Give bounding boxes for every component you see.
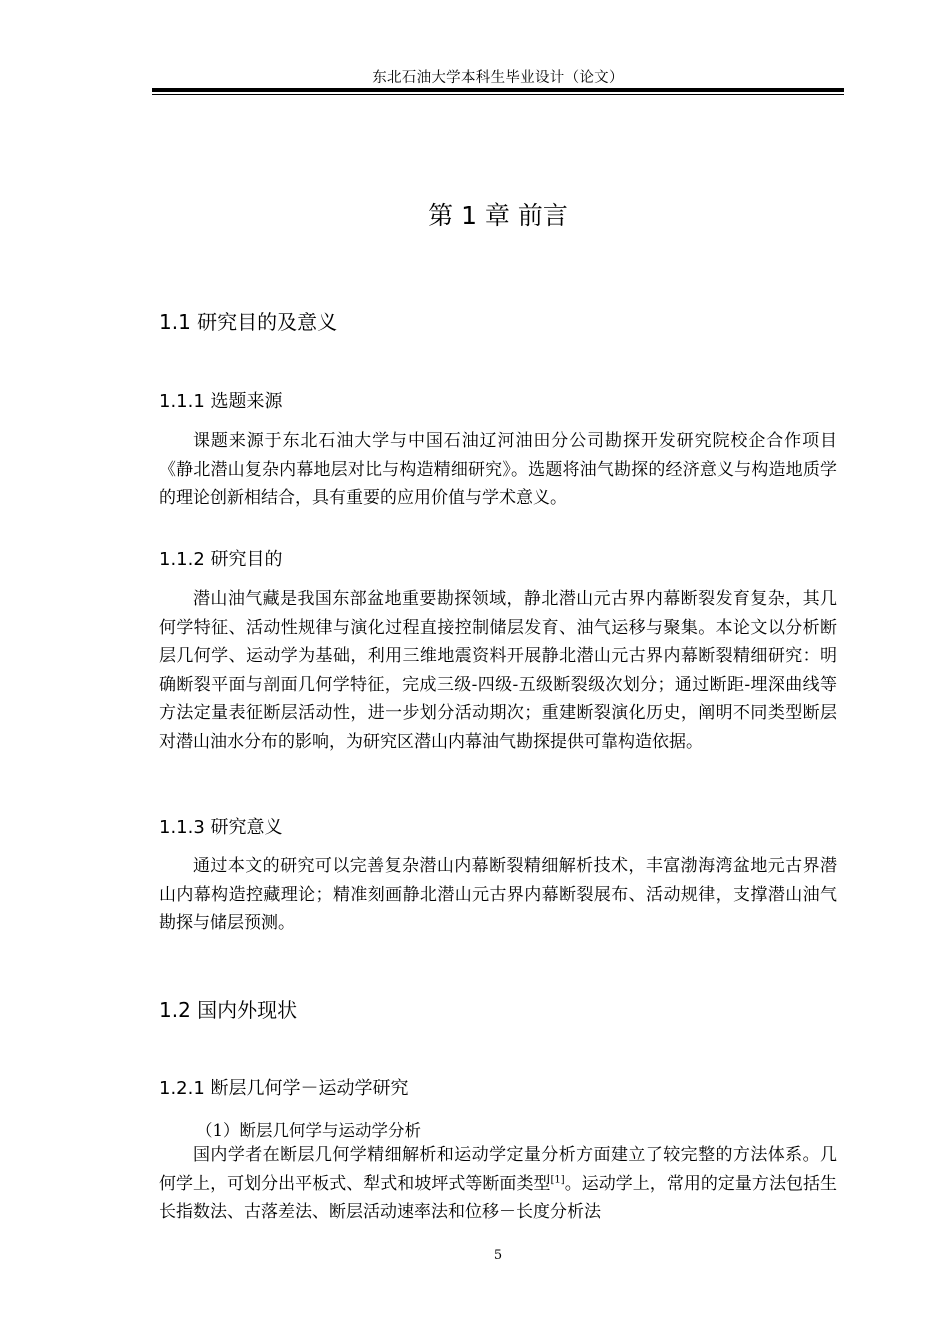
chapter-title: 第 1 章 前言 [428,201,568,230]
section-heading-1-2: 1.2 国内外现状 [159,998,298,1022]
header-rule-thin [152,94,844,95]
subsection-label: （1）断层几何学与运动学分析 [196,1121,421,1140]
section-heading-1-2-1: 1.2.1 断层几何学－运动学研究 [159,1078,409,1099]
running-header: 东北石油大学本科生毕业设计（论文） [372,70,624,86]
section-heading-1-1: 1.1 研究目的及意义 [159,310,338,334]
citation-reference[interactable]: [1] [550,1173,565,1185]
header-rule-thick [152,88,844,92]
section-heading-1-1-1: 1.1.1 选题来源 [159,391,283,412]
paragraph-research-purpose: 潜山油气藏是我国东部盆地重要勘探领域，静北潜山元古界内幕断裂发育复杂，其几何学特征、活动性规律与演化过程直接控制储层发育、油气运移与聚集。本论文以分析断层几何学、运动学为基础，利用三维地震资料开展静北潜山元古界内幕断裂精细研究：明确断裂平面与剖面几何学特征，完成三级-四级-五级断裂级次划分；通过断距-埋深曲线等方法定量表征断层活动性，进一步划分活动期次；重建断裂演化历史，阐明不同类型断层对潜山油水分布的影响，为研究区潜山内幕油气勘探提供可靠构造依据。 [159,589,837,752]
section-heading-1-1-3: 1.1.3 研究意义 [159,817,283,838]
page-number: 5 [493,1248,503,1263]
paragraph-text-part-2: 。运动学上，常用的定量方法包括生长指数法、古落差法、断层活动速率法和位移－长度分析法 [159,1173,838,1222]
paragraph-domestic-status [159,1141,837,1227]
paragraph-text-part-1: 国内学者在断层几何学精细解析和运动学定量分析方面建立了较完整的方法体系。几何学上，可划分出平板式、犁式和坡坪式等断面类型 [159,1145,837,1194]
paragraph-research-significance: 通过本文的研究可以完善复杂潜山内幕断裂精细解析技术，丰富渤海湾盆地元古界潜山内幕构造控藏理论；精准刻画静北潜山元古界内幕断裂展布、活动规律，支撑潜山油气勘探与储层预测。 [159,856,837,933]
paragraph-topic-source: 课题来源于东北石油大学与中国石油辽河油田分公司勘探开发研究院校企合作项目《静北潜山复杂内幕地层对比与构造精细研究》。选题将油气勘探的经济意义与构造地质学的理论创新相结合，具有重要的应用价值与学术意义。 [159,431,837,508]
section-heading-1-1-2: 1.1.2 研究目的 [159,549,283,570]
